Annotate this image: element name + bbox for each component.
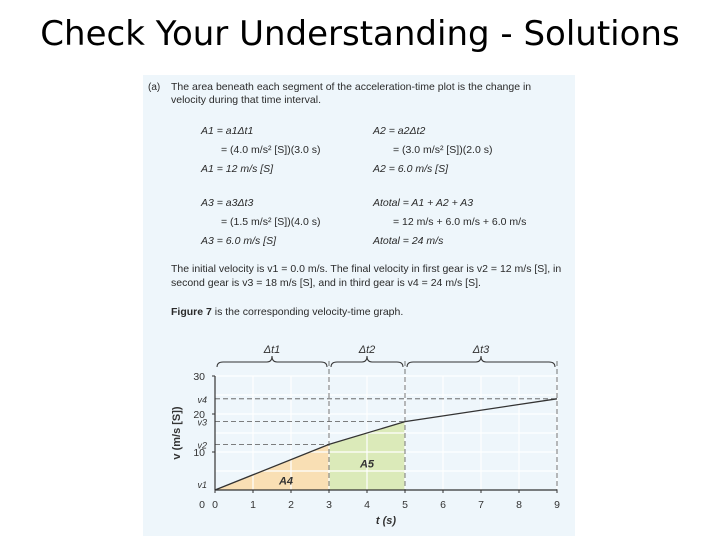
level-label-v4: v4 [197,394,207,405]
a1-substitution: = (4.0 m/s² [S])(3.0 s) [221,144,321,156]
figure-ref-label: Figure 7 [171,306,212,318]
x-tick-label-4: 4 [364,499,370,511]
velocity-time-graph [143,75,575,536]
level-label-v2: v2 [197,440,207,451]
y-tick-label-10: 10 [193,447,205,459]
y-zero-label: 0 [199,499,205,511]
textbook-solution-panel [143,75,575,536]
level-label-v3: v3 [197,417,207,428]
a2-result: A2 = 6.0 m/s [S] [373,163,448,175]
brace-Δt1 [217,356,327,367]
atotal-substitution: = 12 m/s + 6.0 m/s + 6.0 m/s [393,216,527,228]
intro-line-2: velocity during that time interval. [171,94,321,106]
y-tick-label-20: 20 [193,409,205,421]
x-tick-label-0: 0 [212,499,218,511]
part-label: (a) [148,82,161,93]
brace-label-Δt1: Δt1 [263,344,281,356]
slide-title: Check Your Understanding - Solutions [40,14,680,54]
a3-result: A3 = 6.0 m/s [S] [201,235,276,247]
a1-result: A1 = 12 m/s [S] [201,163,274,175]
velocity-line-1: The initial velocity is v1 = 0.0 m/s. The final velocity in first gear is v2 = 12 m/s [S], in [171,263,562,275]
a3-equation: A3 = a3Δt3 [201,197,254,209]
x-tick-label-5: 5 [402,499,408,511]
atotal-result: Atotal = 24 m/s [373,235,444,247]
velocity-line-2: second gear is v3 = 18 m/s [S], and in third gear is v4 = 24 m/s [S]. [171,277,481,289]
x-tick-label-8: 8 [516,499,522,511]
a3-substitution: = (1.5 m/s² [S])(4.0 s) [221,216,321,228]
brace-label-Δt3: Δt3 [472,344,490,356]
area-label-a5: A5 [359,458,375,471]
figure-ref-caption: is the corresponding velocity-time graph. [211,306,404,318]
x-tick-label-2: 2 [288,499,294,511]
x-tick-label-7: 7 [478,499,484,511]
a1-equation: A1 = a1Δt1 [201,125,254,137]
level-label-v1: v1 [197,480,207,490]
brace-label-Δt2: Δt2 [358,344,376,356]
a2-substitution: = (3.0 m/s² [S])(2.0 s) [393,144,493,156]
x-tick-label-1: 1 [250,499,256,511]
brace-Δt3 [407,356,555,367]
x-axis-label: t (s) [375,515,397,527]
a2-equation: A2 = a2Δt2 [373,125,426,137]
x-tick-label-3: 3 [326,499,332,511]
atotal-equation: Atotal = A1 + A2 + A3 [373,197,474,209]
y-axis-label: v (m/s [S]) [171,406,183,460]
y-tick-label-30: 30 [193,371,205,383]
brace-Δt2 [331,356,403,367]
area-label-a4: A4 [278,475,294,488]
x-tick-label-9: 9 [554,499,560,511]
intro-line-1: The area beneath each segment of the acceleration-time plot is the change in [171,81,532,93]
x-tick-label-6: 6 [440,499,446,511]
